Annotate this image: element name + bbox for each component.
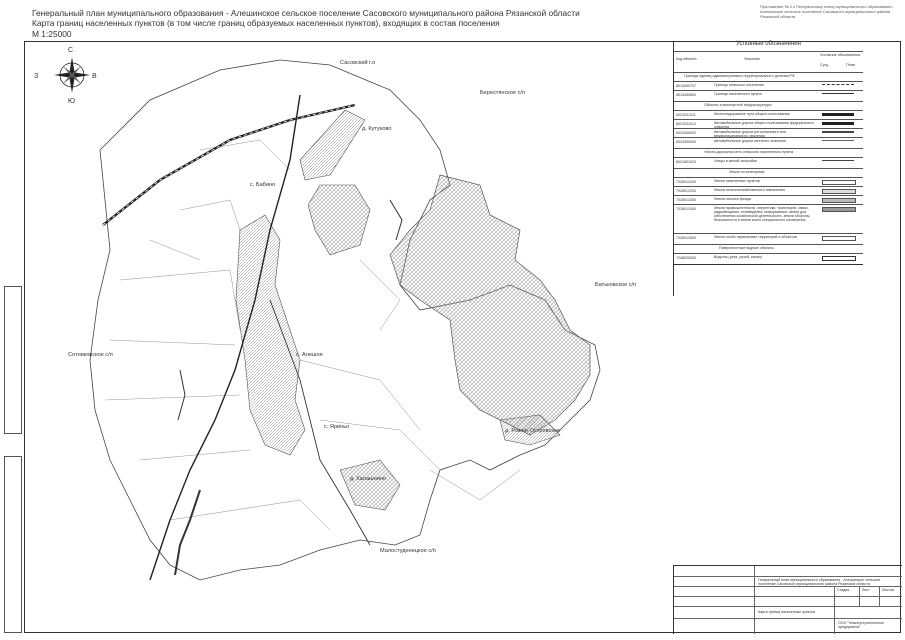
stamp-stage: Стадия — [837, 588, 850, 592]
legend-bottom-rule — [674, 264, 863, 274]
compass-rose — [54, 57, 90, 93]
appendix-note: Приложение № 2 к Генеральному плану муниципального образования - Алешинское сельское поселение Сасовского муниципального района Рязанской области — [760, 4, 894, 19]
stamp-sheet-title: Карта границ населенных пунктов — [758, 610, 815, 614]
label-yankovo: с. Яриньо — [324, 424, 350, 430]
legend-row: 8015450707 Граница сельского поселения — [674, 81, 863, 91]
stamp-company: ООО "Землеустроительное предприятие" — [838, 621, 884, 629]
label-kutukovo: д. Кутуково — [362, 126, 392, 132]
forest-land-central — [308, 185, 370, 255]
legend-row: 7048023000 Водоток (река, ручей, канал) — [674, 253, 863, 263]
legend-row: 6023201011 Железнодорожные пути общего пользования — [674, 110, 863, 120]
label-berestyanskoe: Берестянское с/п — [480, 90, 525, 96]
legend-row: 6021601020 Улицы в жилой застройке — [674, 157, 863, 167]
compass-south: Ю — [68, 98, 76, 105]
legend-header-row: Код объекта Значение Условное обозначение Сущ. План — [674, 51, 863, 72]
settlement-land-south — [340, 460, 400, 510]
stream-2 — [390, 200, 402, 240]
label-malostudeneckoe: Малостуденецкое с/п — [380, 548, 436, 554]
legend-row: 7028012400 Земли промышленности, энергетики, транспорта, связи, радиовещания, телевидения, информатики, земли для обеспечения космической деятельности, земли обороны, безопасности и земли иного специального назначения — [674, 204, 863, 233]
map-subtitle: Карта границ населенных пунктов (в том числе границ образуемых населенных пунктов), входящих в состав поселения — [32, 18, 500, 28]
compass-north: С — [68, 47, 74, 54]
legend-section-streets: Улично-дорожная сеть сельского населенного пункта — [674, 148, 863, 158]
settlement-land-north — [300, 110, 365, 180]
legend-row: 8015450800 Граница населенного пункта — [674, 90, 863, 100]
label-aleshnya: с. Алешня — [296, 352, 323, 358]
map-scale: М 1:25000 — [32, 29, 72, 39]
legend-section-borders: Границы единиц административно-территориального деления РФ — [674, 72, 863, 82]
legend-section-transport: Объекты транспортной инфраструктуры — [674, 101, 863, 111]
forest-land-east — [390, 175, 590, 435]
stream — [178, 370, 185, 420]
legend-row: 7028012300 Земли лесного фонда — [674, 195, 863, 205]
legend-section-water: Поверхностные водные объекты — [674, 244, 863, 254]
compass-east: В — [92, 73, 97, 80]
stamp-org: Генеральный план муниципального образования - Алешинское сельское поселение Сасовского муниципального района Рязанской области — [758, 578, 881, 586]
map-title: Генеральный план муниципального образования - Алешинское сельское поселение Сасовского муниципального района Рязанской области — [32, 8, 580, 18]
legend-section-lands: Земли по категориям — [674, 168, 863, 178]
compass-west: З — [34, 73, 39, 80]
legend-row: 7028012500 Земли особо охраняемых территорий и объектов — [674, 233, 863, 243]
river — [175, 490, 200, 575]
label-sotnikovo: Сотниковское с/п — [68, 352, 113, 358]
legend-row: 6023201012 Автомобильные дороги общего пользования федерального значения — [674, 119, 863, 129]
label-sasovo: Сасовский г.о — [340, 60, 376, 66]
label-bastykovo: Батьковское с/п — [595, 282, 637, 288]
legend-row: 6023300000 Автомобильные дороги местного значения — [674, 137, 863, 147]
stamp-sheets: Листов — [882, 588, 894, 592]
title-block — [673, 565, 902, 634]
label-babino: с. Бабино — [250, 182, 276, 188]
legend-row: 7028012200 Земли сельскохозяйственного назначения — [674, 186, 863, 196]
settlement-land — [236, 215, 305, 455]
legend-row: 6023300002 Автомобильные дороги регионального или межмуниципального значения — [674, 128, 863, 138]
legend — [673, 41, 863, 296]
legend-row: 7028012100 Земли населенных пунктов — [674, 177, 863, 187]
label-rozhno: д. Рожно-Островское — [505, 428, 561, 434]
stamp-sheet: Лист — [862, 588, 870, 592]
legend-title: Условные обозначения — [736, 41, 801, 47]
label-kalashnikovo: д. Калашнино — [350, 476, 387, 482]
